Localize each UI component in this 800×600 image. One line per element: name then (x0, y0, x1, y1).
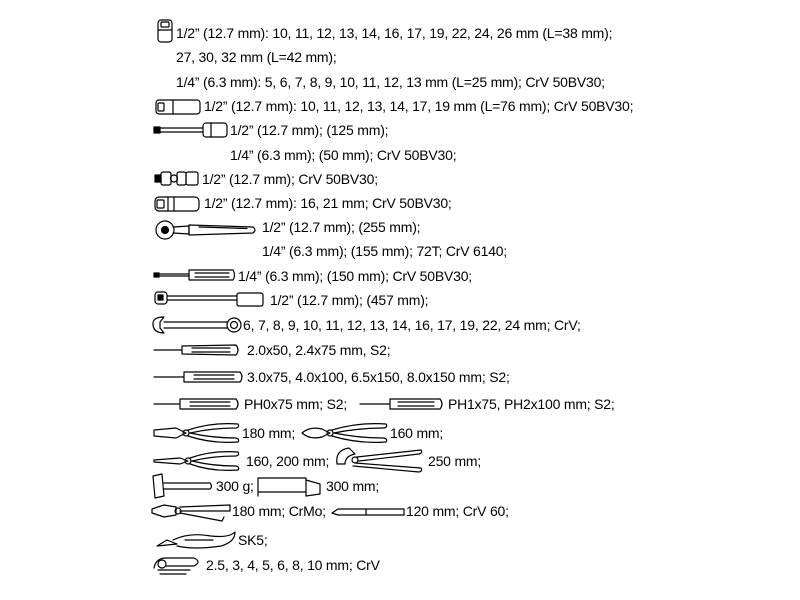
short-socket-icon (156, 19, 174, 45)
spec-line: 1/4” (6.3 mm); (150 mm); CrV 50BV30; (238, 268, 472, 284)
phillips-screwdriver-icon (152, 397, 242, 411)
hacksaw-icon (254, 474, 324, 498)
spec-line: 2.0x50, 2.4x75 mm, S2; (247, 342, 391, 358)
spec-line: 1/2” (12.7 mm): 10, 11, 12, 13, 14, 17, 19 mm (L=76 mm); CrV 50BV30; (204, 98, 634, 114)
deep-socket-icon (155, 98, 203, 116)
spec-line: SK5; (238, 532, 268, 548)
spec-line: 1/2” (12.7 mm); (125 mm); (230, 122, 389, 138)
spark-plug-socket-icon (154, 195, 202, 213)
water-pump-pliers-icon (333, 442, 425, 476)
combination-pliers-icon (152, 418, 240, 448)
extension-bar-icon (153, 122, 229, 138)
spec-line: 1/2” (12.7 mm): 16, 21 mm; CrV 50BV30; (204, 195, 452, 211)
spec-line: 1/4” (6.3 mm): 5, 6, 7, 8, 9, 10, 11, 12, 13 mm (L=25 mm); CrV 50BV30; (176, 74, 605, 90)
precision-screwdriver-icon (152, 343, 242, 357)
spec-line: 300 g; (216, 478, 254, 494)
phillips-screwdriver-icon (358, 397, 446, 411)
hex-key-set-icon (150, 552, 204, 578)
breaker-bar-icon (153, 290, 265, 310)
spec-line: 1/2” (12.7 mm); (255 mm); (262, 219, 421, 235)
universal-joint-icon (154, 169, 200, 189)
flat-screwdriver-icon (152, 370, 246, 384)
utility-knife-icon (155, 528, 237, 552)
spec-line: 1/2” (12.7 mm): 10, 11, 12, 13, 14, 16, 17, 19, 22, 24, 26 mm (L=38 mm); (176, 25, 613, 41)
hammer-icon (150, 470, 214, 500)
spec-line: 27, 30, 32 mm (L=42 mm); (176, 49, 337, 65)
spec-line: 1/2” (12.7 mm); (457 mm); (270, 292, 429, 308)
spec-line: 120 mm; CrV 60; (406, 503, 509, 519)
spec-line: 250 mm; (428, 453, 482, 469)
ratchet-handle-icon (155, 219, 259, 241)
spec-line: 1/4” (6.3 mm); (50 mm); CrV 50BV30; (230, 147, 457, 163)
spec-line: PH1x75, PH2x100 mm; S2; (448, 396, 615, 412)
chisel-icon (330, 504, 406, 518)
combination-wrench-icon (150, 313, 242, 337)
spec-line: 1/4” (6.3 mm); (155 mm); 72T; CrV 6140; (262, 243, 508, 259)
spinner-handle-icon (153, 268, 237, 282)
spec-line: 180 mm; CrMo; (232, 503, 326, 519)
spec-line: 1/2” (12.7 mm); CrV 50BV30; (202, 171, 378, 187)
spec-line: 160 mm; (390, 425, 444, 441)
spec-line: 6, 7, 8, 9, 10, 11, 12, 13, 14, 16, 17, 19, 22, 24 mm; CrV; (243, 317, 581, 333)
locking-pliers-icon (150, 497, 232, 525)
spec-line: 3.0x75, 4.0x100, 6.5x150, 8.0x150 mm; S2; (247, 369, 510, 385)
spec-line: 180 mm; (242, 425, 296, 441)
spec-line: 2.5, 3, 4, 5, 6, 8, 10 mm; CrV (206, 557, 380, 573)
spec-line: 300 mm; (326, 478, 380, 494)
spec-line: PH0x75 mm; S2; (244, 396, 348, 412)
spec-line: 160, 200 mm; (246, 453, 330, 469)
